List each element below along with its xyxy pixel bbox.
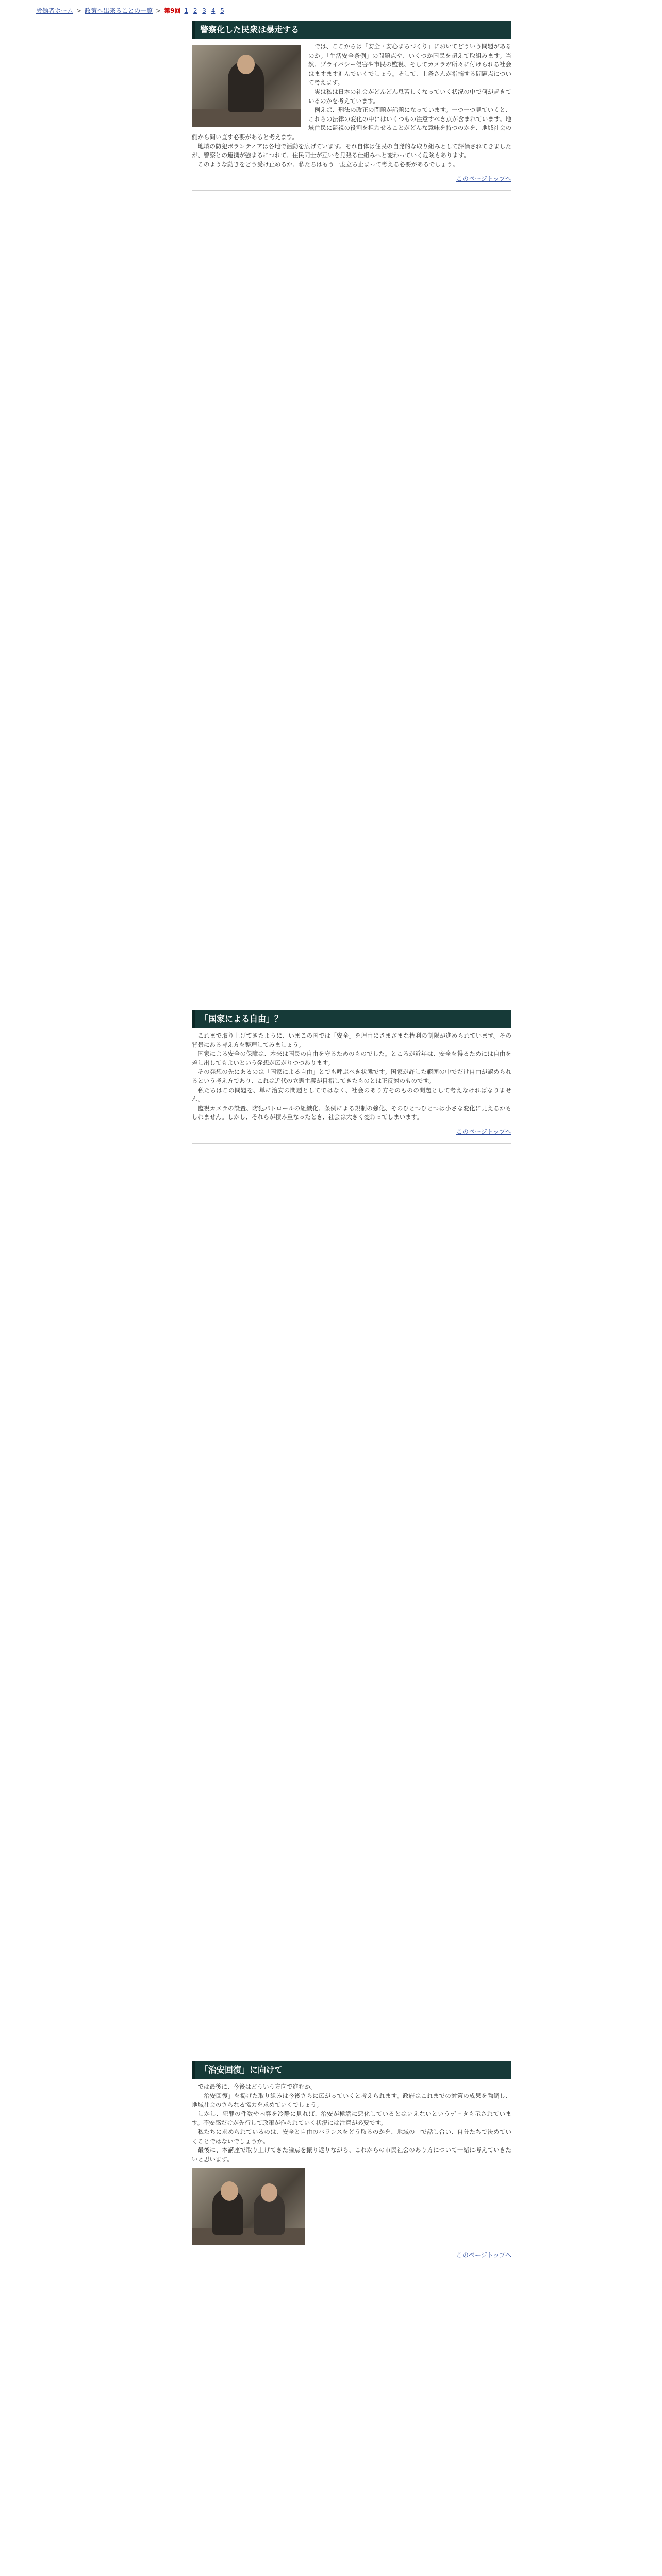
breadcrumb bbox=[36, 6, 619, 15]
paragraph: 国家による安全の保障は、本来は国民の自由を守るためのものでした。ところが近年は、安全を得るためには自由を差し出してもよいという発想が広がりつつあります。 bbox=[192, 1050, 511, 1066]
paragraph: では、ここからは「安全・安心まちづくり」においてどういう問題があるのか。「生活安全条例」の問題点や、いくつか国民を超えて取組みます。当然、プライバシー侵害や市民の監視、そしてカメラが所々に付けられる社会はますます進んでいくでしょう。そして、上条さんが指摘する問題点について考えます。 bbox=[308, 43, 511, 87]
paragraph: 「治安回復」を掲げた取り組みは今後さらに広がっていくと考えられます。政府はこれまでの対策の成果を強調し、地域社会のさらなる協力を求めていくでしょう。 bbox=[192, 2092, 511, 2109]
paragraph: 地域の防犯ボランティアは各地で活動を広げています。それ自体は住民の自発的な取り組みとして評価されてきましたが、警察との連携が強まるにつれて、住民同士が互いを見張る仕組みへと変わっていく危険もあります。 bbox=[192, 142, 511, 159]
breadcrumb-current: 第9回 bbox=[164, 7, 181, 14]
paragraph: このような動きをどう受け止めるか、私たちはもう一度立ち止まって考える必要があるでしょう。 bbox=[197, 160, 459, 168]
paragraph: これまで取り上げてきたように、いまこの国では「安全」を理由にさまざまな権利の制限が進められています。その背景にある考え方を整理してみましょう。 bbox=[192, 1032, 511, 1048]
paragraph: その発想の先にあるのは「国家による自由」とでも呼ぶべき状態です。国家が許した範囲の中でだけ自由が認められるという考え方であり、これは近代の立憲主義が目指してきたものとは正反対のものです。 bbox=[192, 1068, 511, 1084]
speaker-photo bbox=[192, 45, 301, 127]
paragraph: 例えば、刑法の改正の問題が話題になっています。一つ一つ見ていくと、これらの法律の変化の中にはいくつもの注意すべき点が含まれています。地域住民に監視の役割を担わせることがどんな意味を持つのかを、地域社会の側から問い直す必要があると考えます。 bbox=[192, 106, 511, 141]
page-link-2[interactable]: 2 bbox=[193, 7, 197, 14]
paragraph: しかし、犯罪の件数や内容を冷静に見れば、治安が極端に悪化しているとはいえないというデータも示されています。不安感だけが先行して政策が作られていく状況には注意が必要です。 bbox=[192, 2110, 511, 2127]
page-top-link[interactable]: このページトップへ bbox=[456, 1128, 511, 1136]
paragraph: 監視カメラの設置、防犯パトロールの組織化、条例による規制の強化、そのひとつひとつは小さな変化に見えるかもしれません。しかし、それらが積み重なったとき、社会は大きく変わってしまいます。 bbox=[192, 1104, 511, 1121]
page-top-link[interactable]: このページトップへ bbox=[456, 2251, 511, 2259]
page-link-1[interactable]: 1 bbox=[184, 7, 188, 14]
breadcrumb-section-link[interactable]: 政策へ出来ることの一覧 bbox=[85, 7, 153, 14]
paragraph: では最後に、今後はどういう方向で進むか。 bbox=[197, 2083, 317, 2090]
paragraph: 最後に、本講座で取り上げてきた論点を振り返りながら、これからの市民社会のあり方について一緒に考えていきたいと思います。 bbox=[192, 2146, 511, 2163]
paragraph: 私たちに求められているのは、安全と自由のバランスをどう取るのかを、地域の中で話し合い、自分たちで決めていくことではないでしょうか。 bbox=[192, 2128, 511, 2145]
page-link-3[interactable]: 3 bbox=[202, 7, 206, 14]
section-3 bbox=[192, 2061, 511, 2259]
section-heading: 警察化した民衆は暴走する bbox=[192, 21, 511, 39]
paragraph: 私たちはこの問題を、単に治安の問題としてではなく、社会のあり方そのものの問題として考えなければなりません。 bbox=[192, 1086, 511, 1103]
breadcrumb-separator: > bbox=[156, 7, 161, 14]
section-2 bbox=[192, 1010, 511, 1144]
page-link-5[interactable]: 5 bbox=[220, 7, 224, 14]
breadcrumb-home-link[interactable]: 労働者ホーム bbox=[36, 7, 74, 14]
breadcrumb-separator: > bbox=[76, 7, 82, 14]
divider bbox=[192, 190, 511, 191]
divider bbox=[192, 1143, 511, 1144]
section-heading: 「国家による自由」？ bbox=[192, 1010, 511, 1028]
page-top-link[interactable]: このページトップへ bbox=[456, 175, 511, 183]
section-heading: 「治安回復」に向けて bbox=[192, 2061, 511, 2079]
audience-photo bbox=[192, 2168, 305, 2245]
paragraph: 実は私は日本の社会がどんどん息苦しくなっていく状況の中で何が起きているのかを考えています。 bbox=[308, 88, 511, 105]
section-1 bbox=[192, 21, 511, 191]
page-link-4[interactable]: 4 bbox=[211, 7, 216, 14]
